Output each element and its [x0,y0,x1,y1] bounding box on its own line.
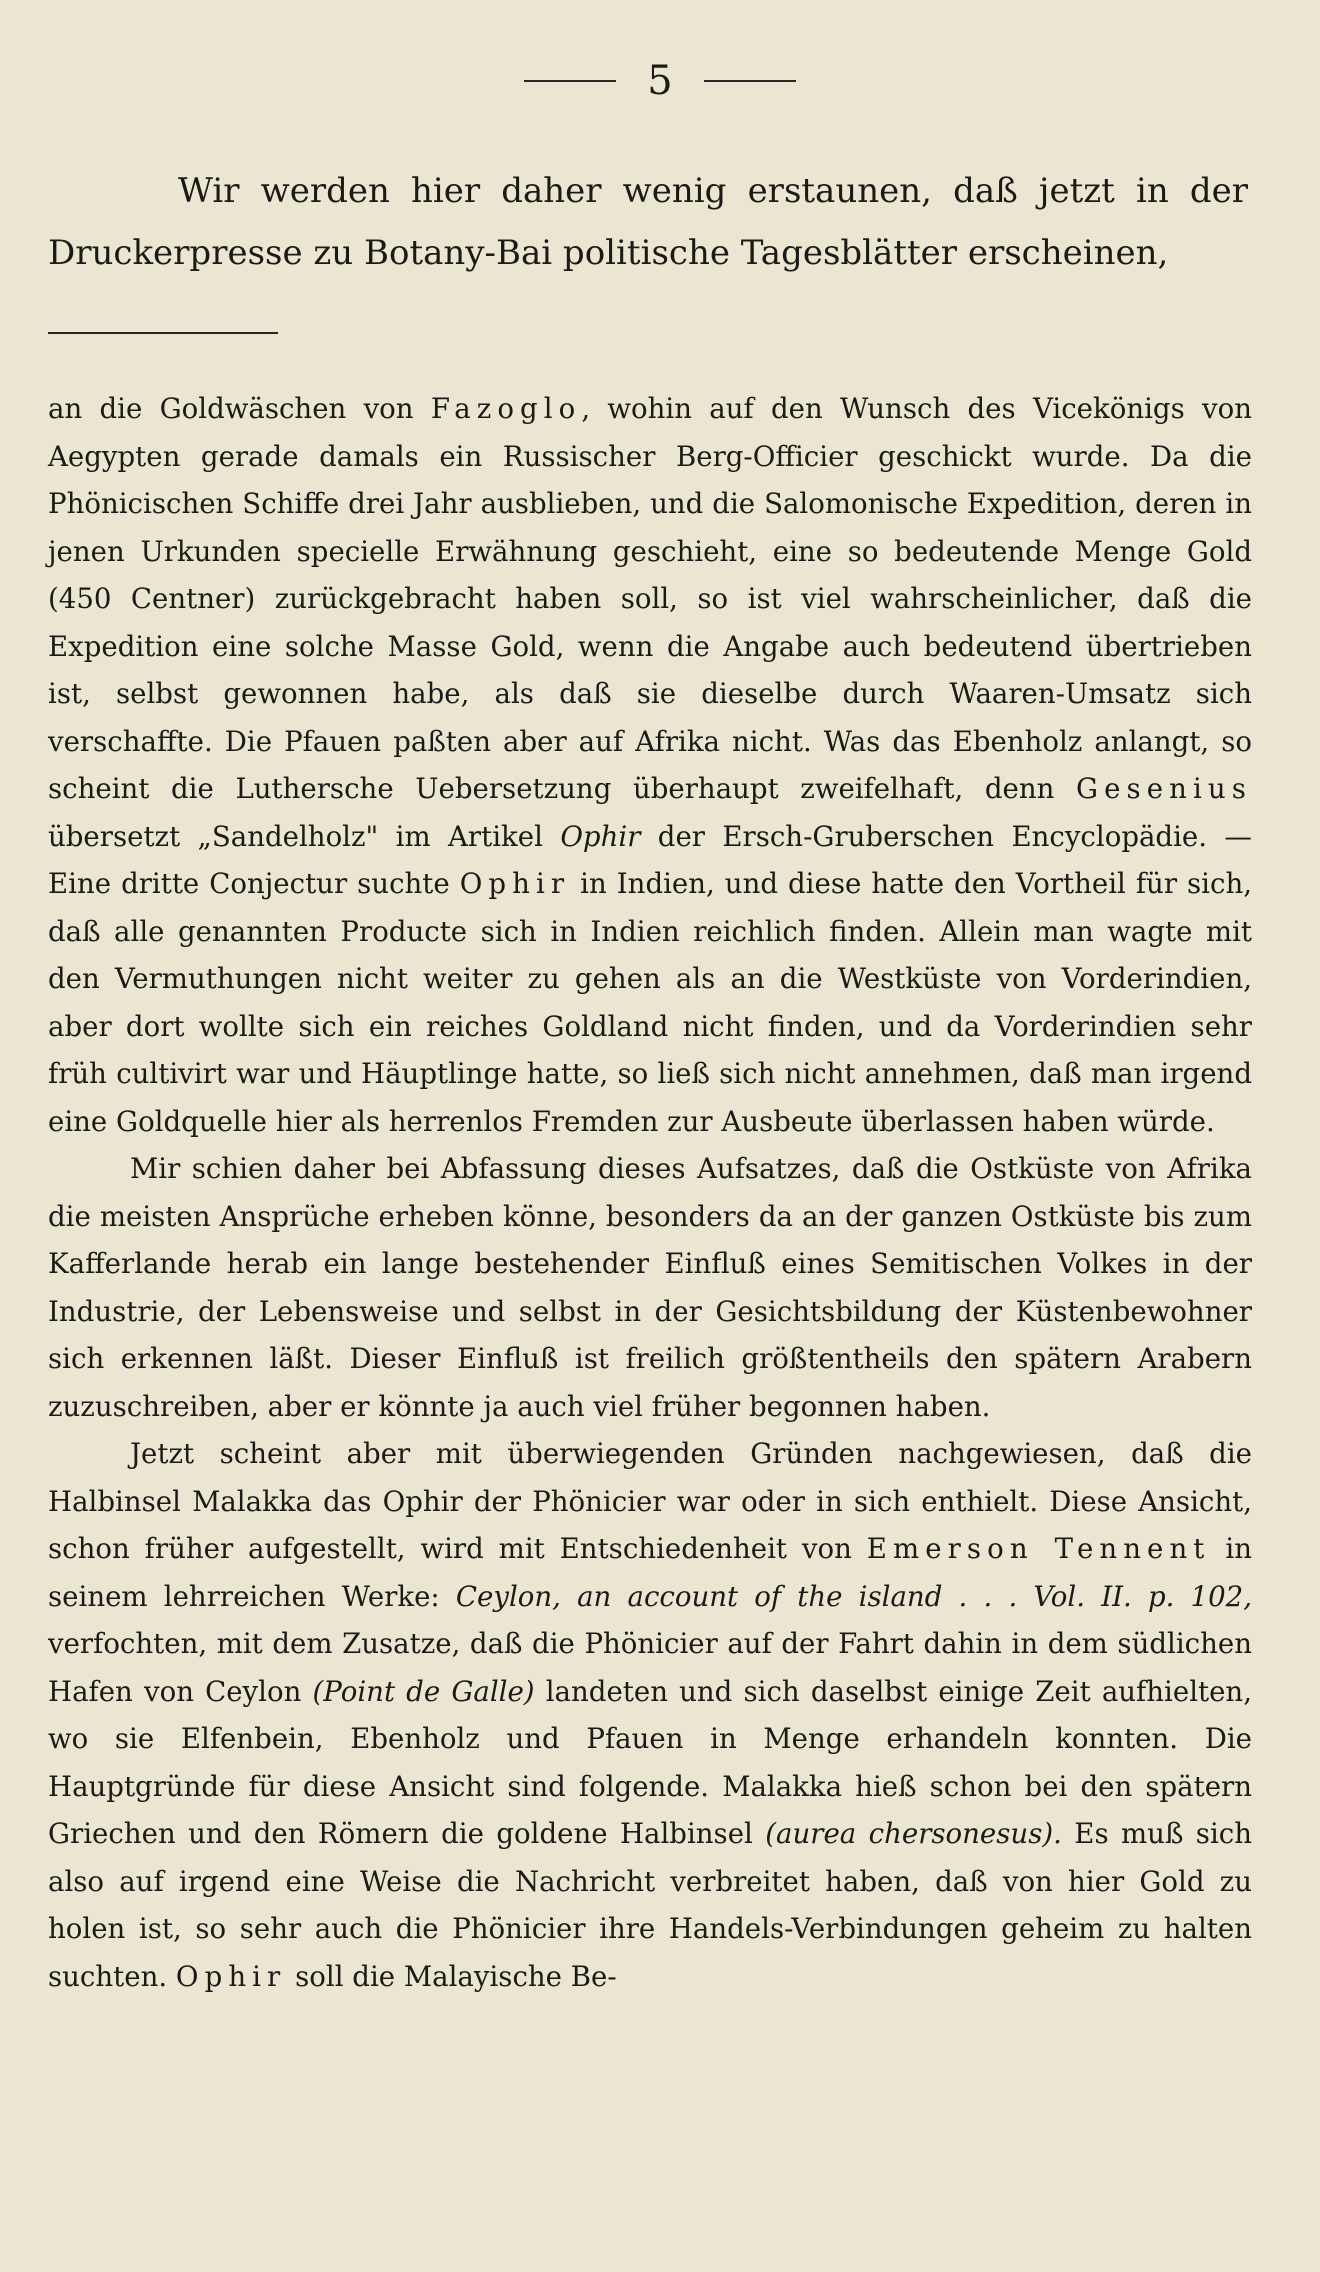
text-run: Mir schien daher bei Abfassung dieses Aufsatzes, daß die Ostküste von Afrika die meisten Ansprüche erheben könne, besonders da an der ganzen Ostküste bis zum Kafferlande herab ein lange bestehender Einfluß eines Semitischen Volkes in der Industrie, der Lebensweise und selbst in der Gesichtsbildung der Küstenbewohner sich erkennen läßt. Dieser Einfluß ist freilich größtentheils den spätern Arabern zuzuschreiben, aber er könnte ja auch viel früher begonnen haben. [48,1152,1252,1423]
italic-book-title: Ceylon, an account of the island . . . Vol. II. p. 102, [455,1579,1253,1613]
italic-term-ophir: Ophir [560,819,641,853]
spaced-name-emerson-tennent: Emerson Tennent [866,1532,1211,1565]
spaced-name-ophir: Ophir [459,867,571,900]
text-run: Jetzt scheint aber mit überwiegenden Gründen nachgewiesen, daß die Halbinsel Malakka das Ophir der Phönicier war oder in sich enthielt. Diese Ansicht, schon früher aufgestellt, wird mit Entschiedenheit von [48,1437,1252,1565]
page-header [0,58,1320,104]
text-run: soll die Malayische Be- [286,1959,617,1993]
text-run: an die Goldwäschen von [48,392,431,425]
italic-place-name: (Point de Galle) [312,1674,535,1708]
header-rule-right [704,80,796,82]
footnote-divider [48,332,278,334]
intro-text: Wir werden hier daher wenig erstaunen, daß jetzt in der Druckerpresse zu Botany-Bai politische Tagesblätter erscheinen, [48,171,1248,273]
italic-latin-term: (aurea chersonesus). [765,1817,1062,1850]
text-run: übersetzt „Sandelholz" im Artikel [48,819,561,853]
text-run: Es muß sich also auf irgend eine Weise die Nachricht verbreitet haben, daß von hier Gold zu holen ist, so sehr auch die Phönicier ihre Handels-Verbindungen geheim zu halten suchten. [48,1817,1252,1993]
footnote-body [48,385,1252,2000]
text-run: verfochten, mit dem Zusatze, daß die Phönicier auf der Fahrt dahin in dem südlichen Hafen von Ceylon [48,1627,1252,1708]
paragraph-1 [48,385,1252,1145]
paragraph-3 [48,1430,1252,2000]
text-run: in Indien, und diese hatte den Vortheil für sich, daß alle genannten Producte sich in Indien reichlich finden. Allein man wagte mit den Vermuthungen nicht weiter zu gehen als an die Westküste von Vorderindien, aber dort wollte sich ein reiches Goldland nicht finden, und da Vorderindien sehr früh cultivirt war und Häuptlinge hatte, so ließ sich nicht annehmen, daß man irgend eine Goldquelle hier als herrenlos Fremden zur Ausbeute überlassen haben würde. [48,867,1253,1138]
spaced-name-ophir: Ophir [175,1959,287,1993]
text-run: in seinem lehrreichen Werke: [48,1532,1252,1613]
text-run: der Ersch-Gruberschen Encyclopädie. — Eine dritte Conjectur suchte [48,819,1253,900]
text-run: landeten und sich daselbst einige Zeit aufhielten, wo sie Elfenbein, Ebenholz und Pfauen in Menge erhandeln konnten. Die Hauptgründe für diese Ansicht sind folgende. Malakka hieß schon bei den spätern Griechen und den Römern die goldene Halbinsel [48,1674,1252,1850]
page-number: 5 [647,58,673,104]
header-rule-left [524,80,616,82]
spaced-name-fazoglo: Fazoglo [430,392,582,425]
spaced-name-gesenius: Gesenius [1076,772,1252,805]
text-run: , wohin auf den Wunsch des Vicekönigs von Aegypten gerade damals ein Russischer Berg-Officier geschickt wurde. Da die Phönicischen Schiffe drei Jahr ausblieben, und die Salomonische Expedition, deren in jenen Urkunden specielle Erwähnung geschieht, eine so bedeutende Menge Gold (450 Centner) zurückgebracht haben soll, so ist viel wahrscheinlicher, daß die Expedition eine solche Masse Gold, wenn die Angabe auch bedeutend übertrieben ist, selbst gewonnen habe, als daß sie dieselbe durch Waaren-Umsatz sich verschaffte. Die Pfauen paßten aber auf Afrika nicht. Was das Ebenholz anlangt, so scheint die Luthersche Uebersetzung überhaupt zweifelhaft, denn [48,392,1253,805]
paragraph-2 [48,1145,1252,1430]
